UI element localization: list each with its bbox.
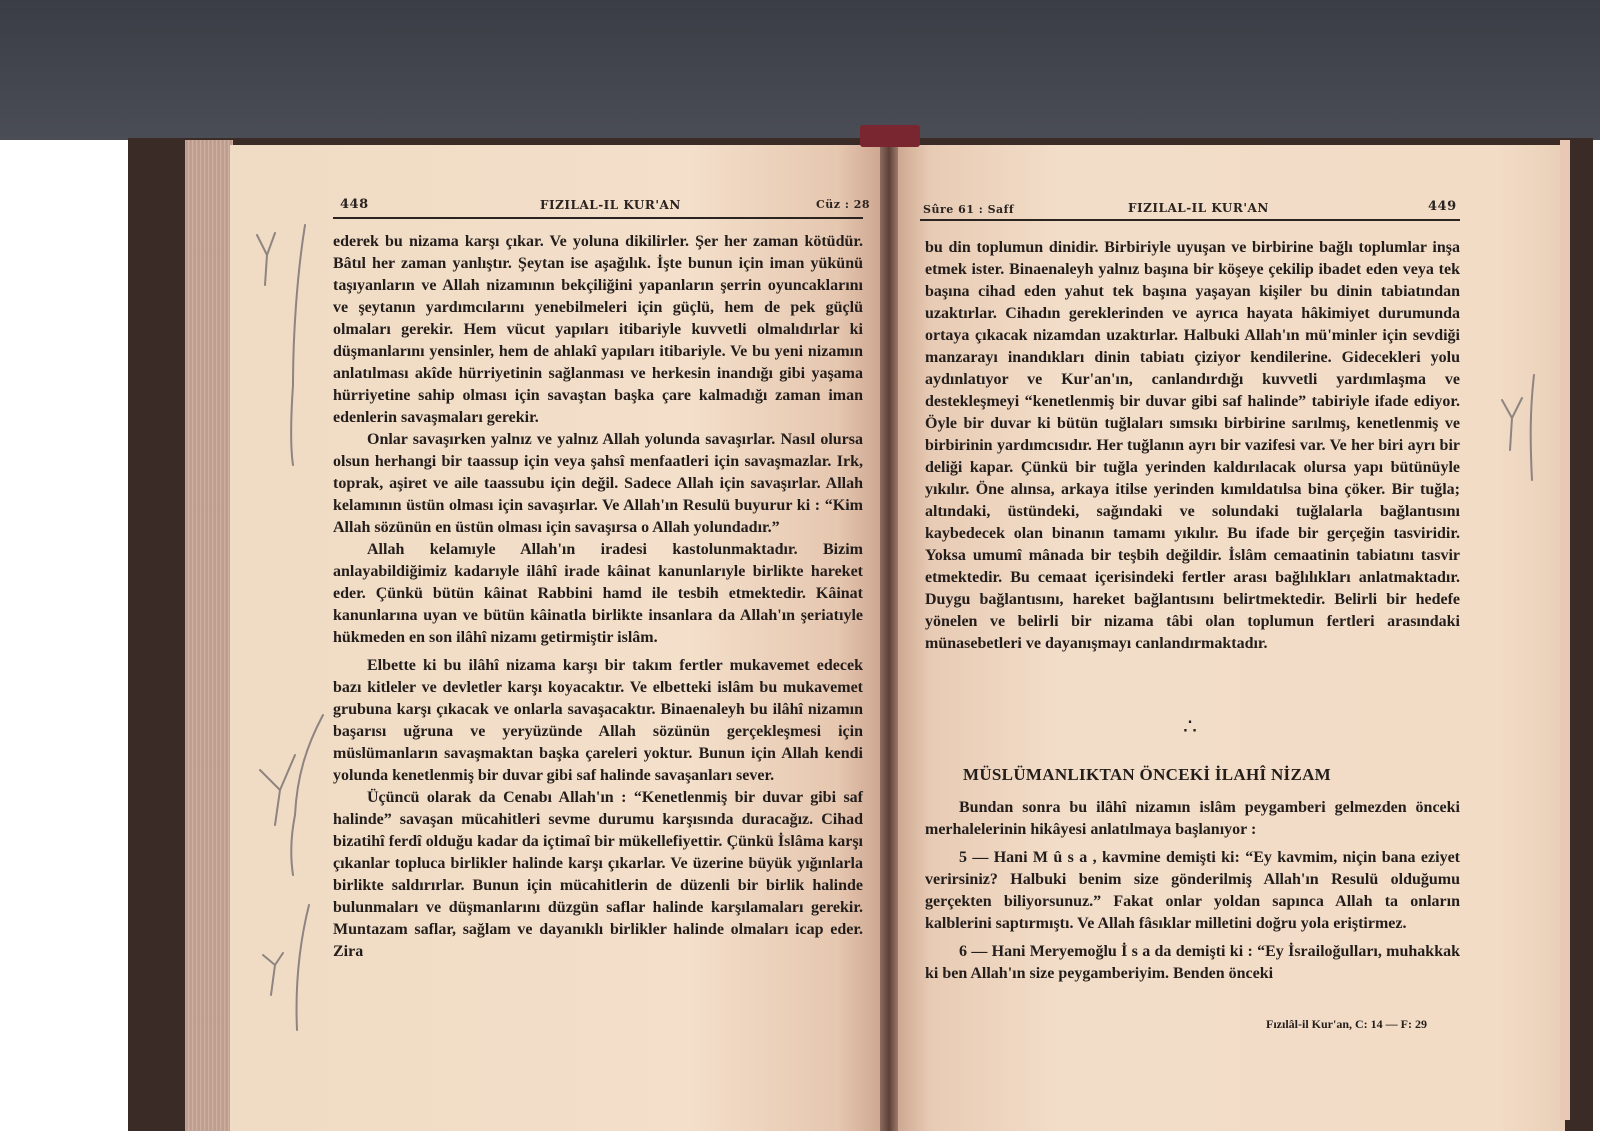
- paragraph: Bundan sonra bu ilâhî nizamın islâm peygamberi gelmezden önceki merhalelerinin hikâyesi anlatılmaya başlanıyor :: [925, 799, 1460, 838]
- page-edges-left: [185, 140, 233, 1131]
- paragraph: Onlar savaşırken yalnız ve yalnız Allah yolunda savaşırlar. Nasıl olursa olsun herhangi bir taassup için veya şahsî menfaatleri için savaşmazlar. Irk, toprak, aşiret ve aile taassubu için değil. Sadece Allah için savaşırlar. Allah kelamının üstün olması için savaşırlar. Ve Allah'ın Resulü buyurur ki : “Kim Allah sözünün en üstün olması için savaşırsa o Allah yolundadır.”: [333, 431, 863, 536]
- left-page-body: [333, 231, 863, 963]
- bookmark-ribbon: [860, 125, 920, 147]
- left-header-rule: [333, 217, 863, 219]
- right-section-body: [925, 797, 1460, 985]
- page-footer: Fızılâl-il Kur'an, C: 14 — F: 29: [1266, 1017, 1427, 1031]
- paragraph: Üçüncü olarak da Cenabı Allah'ın : “Kenetlenmiş bir duvar gibi saf halinde” savaşan mücahitleri sevme durumu karşısında duracağız. Cihad bizatihî ferdî olduğu kadar da içtimaî bir mükellefiyettir. Çünkü İslâma karşı çıkanlar topluca birlikler halinde karşı çıkarlar. Ve üzerine büyük yığınlarla birlikte saldırırlar. Bunun için mücahitlerin de düzenli bir birlik halinde bulunmaları ve düşmanlarını düzgün saflar halinde karşılamaları gerekir. Muntazam saflar, sağlam ve dayanıklı birlikler halinde olmaları icap eder. Zira: [333, 789, 863, 960]
- right-header-rule: [920, 219, 1460, 221]
- right-page-number: 449: [1428, 199, 1457, 214]
- left-running-title: FIZILAL-IL KUR'AN: [540, 198, 681, 212]
- page-edges-right: [1560, 140, 1570, 1120]
- left-page-header: [340, 197, 880, 219]
- right-page-body: [925, 237, 1460, 655]
- paragraph: Elbette ki bu ilâhî nizama karşı bir takım fertler mukavemet edecek bazı kitleler ve devletler karşı koyacaktır. Ve elbetteki islâm bu mukavemet grubuna karşı çıkacak ve onlarla savaşacaktır. Binaenaleyh bu ilâhî nizamın başarısı uğruna ve yeryüzünde Allah sözünün gerçekleşmesi için müslümanların savaşmaktan başka çareleri yoktur. Bunun için Allah kendi yolunda kenetlenmiş bir duvar gibi saf halinde savaşanları sever.: [333, 657, 863, 784]
- section-separator: ∴: [1183, 715, 1197, 740]
- scanner-background: [0, 0, 1600, 140]
- left-page-number: 448: [340, 197, 369, 212]
- juz-label: Cüz : 28: [816, 198, 871, 211]
- right-page-header: [923, 199, 1463, 221]
- paragraph: Allah kelamıyle Allah'ın iradesi kastolunmaktadır. Bizim anlayabildiğimiz kadarıyle ilâhî irade kâinat kanunlarıyle birlikte hareket eder. Çünkü bütün kâinat Rabbini hamd ile tesbih etmektedir. Kâinat kanunlarına uyan ve bütün kâinatla birlikte insanlara da Allah'ın şeriatıyle hükmeden en son ilâhî nizamı getirmiştir islâm.: [333, 541, 863, 646]
- paragraph: ederek bu nizama karşı çıkar. Ve yoluna dikilirler. Şer her zaman kötüdür. Bâtıl her zaman yanlıştır. Şeytan ise aşağılık. İşte bunun için iman yükünü taşıyanların ve Allah nizamının bekçiliğini yapanların şerrin oyuncaklarını ve şeytanın yardımcılarını yenebilmeleri için güçlü, hem de pek güçlü olmaları gerekir. Hem vücut yapıları itibariyle kuvvetli olmalıdırlar ki düşmanlarını yensinler, hem de ahlakî yapıları itibariyle. Ve bu yeni nizamın anlatılması akîde hürriyetinin sağlanması ve herkesin inandığı gibi yaşama hürriyetine sahip olması için savaştan başka çare kalmadığı zaman iman edenlerin savaşmaları gerekir.: [333, 233, 863, 426]
- right-running-title: FIZILAL-IL KUR'AN: [1128, 201, 1269, 215]
- verse-paragraph: 6 — Hani Meryemoğlu İ s a da demişti ki : “Ey İsrailoğulları, muhakkak ki ben Allah'ın size peygamberiyim. Benden önceki: [925, 943, 1460, 982]
- book-gutter: [880, 140, 898, 1131]
- verse-paragraph: 5 — Hani M û s a , kavmine demişti ki: “Ey kavmim, niçin bana eziyet verirsiniz? Halbuki benim size gönderilmiş Allah'ın Resulü olduğumu gerçekten biliyorsunuz.” Fakat onlar yoldan sapınca Allah ta onların kalblerini saptırmıştı. Ve Allah fâsıklar milletini doğru yola eriştirmez.: [925, 849, 1460, 932]
- paragraph: bu din toplumun dinidir. Birbiriyle uyuşan ve birbirine bağlı toplumlar inşa etmek ister. Binaenaleyh yalnız başına bir köşeye çekilip ibadet eden veya tek başına cihad eden yahut tek başına yaşayan kişiler bu dinin tabiatından uzaktırlar. Cihadın gereklerinden ve ayrıca hayata hâkimiyet durumunda ortaya çıkacak nizamdan uzaktırlar. Halbuki Allah'ın mü'minler için sevdiği manzarayı inandıkları dinin tabiatı çiziyor kendilerine. Gidecekleri yolu aydınlatıyor ve Kur'an'ın, canlandırdığı kuvvetli yardımlaşma ve destekleşmeyi “kenetlenmiş bir duvar gibi saf halinde” tabiriyle ifade ediyor. Öyle bir duvar ki bütün tuğlaları sımsıkı birbirine sarılmış, kenetlenmiş ve birbirinin yardımcısıdır. Her tuğlanın ayrı bir vazifesi var. Ve her biri ayrı bir deliği kapar. Çünkü bir tuğla yerinden kaldırılacak olursa yapı bütünüyle yıkılır. Öne alınsa, arkaya itilse yerinden kımıldatılsa bina çöker. Bir tuğla; altındaki, üstündeki, sağındaki ve solundaki tuğlalarla bağlantısını kaybedecek olan binanın tamamı yıkılır. Bu ifade bir gerçeğin tasviridir. Yoksa umumî mânada bir teşbih değildir. İslâm cemaatinin tabiatını tasvir etmektedir. Bu cemaat içerisindeki fertler arası bağlılıkları anlatmaktadır. Duygu bağlantısını, hareket bağlantısını belirtmektedir. Belirli bir hedefe yönelen ve belirli bir nizama tâbi olan toplumun fertleri arasındaki münasebetleri ve dayanışmayı canlandırmaktadır.: [925, 239, 1460, 652]
- pencil-marks-right: [1490, 370, 1550, 490]
- sura-label: Sûre 61 : Saff: [923, 203, 1015, 216]
- pencil-marks-left: [235, 215, 335, 1035]
- section-title: MÜSLÜMANLIKTAN ÖNCEKİ İLAHÎ NİZAM: [963, 765, 1332, 784]
